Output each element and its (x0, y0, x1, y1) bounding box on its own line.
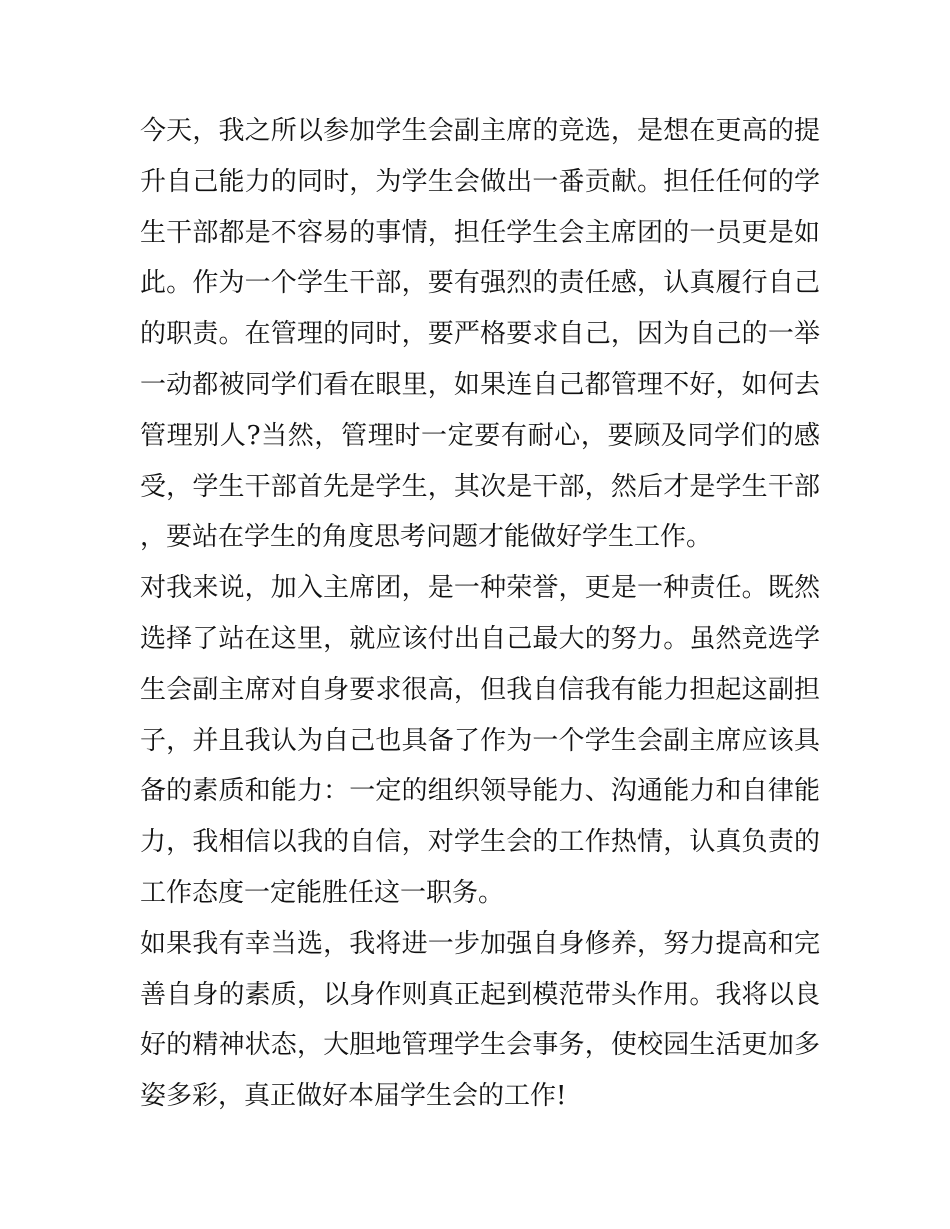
paragraph-1: 今天，我之所以参加学生会副主席的竞选，是想在更高的提升自己能力的同时，为学生会做出一番贡献。担任任何的学生干部都是不容易的事情，担任学生会主席团的一员更是如此。作为一个学生干部，要有强烈的责任感，认真履行自己的职责。在管理的同时，要严格要求自己，因为自己的一举一动都被同学们看在眼里，如果连自己都管理不好，如何去管理别人?当然，管理时一定要有耐心，要顾及同学们的感受，学生干部首先是学生，其次是干部，然后才是学生干部，要站在学生的角度思考问题才能做好学生工作。 (140, 116, 820, 553)
paragraph-3: 如果我有幸当选，我将进一步加强自身修养，努力提高和完善自身的素质，以身作则真正起到模范带头作用。我将以良好的精神状态，大胆地管理学生会事务，使校园生活更加多姿多彩，真正做好本届学生会的工作! (140, 928, 820, 1112)
document-body (140, 106, 820, 1122)
paragraph-2: 对我来说，加入主席团，是一种荣誉，更是一种责任。既然选择了站在这里，就应该付出自己最大的努力。虽然竞选学生会副主席对自身要求很高，但我自信我有能力担起这副担子，并且我认为自己也具备了作为一个学生会副主席应该具备的素质和能力：一定的组织领导能力、沟通能力和自律能力，我相信以我的自信，对学生会的工作热情，认真负责的工作态度一定能胜任这一职务。 (140, 573, 820, 908)
